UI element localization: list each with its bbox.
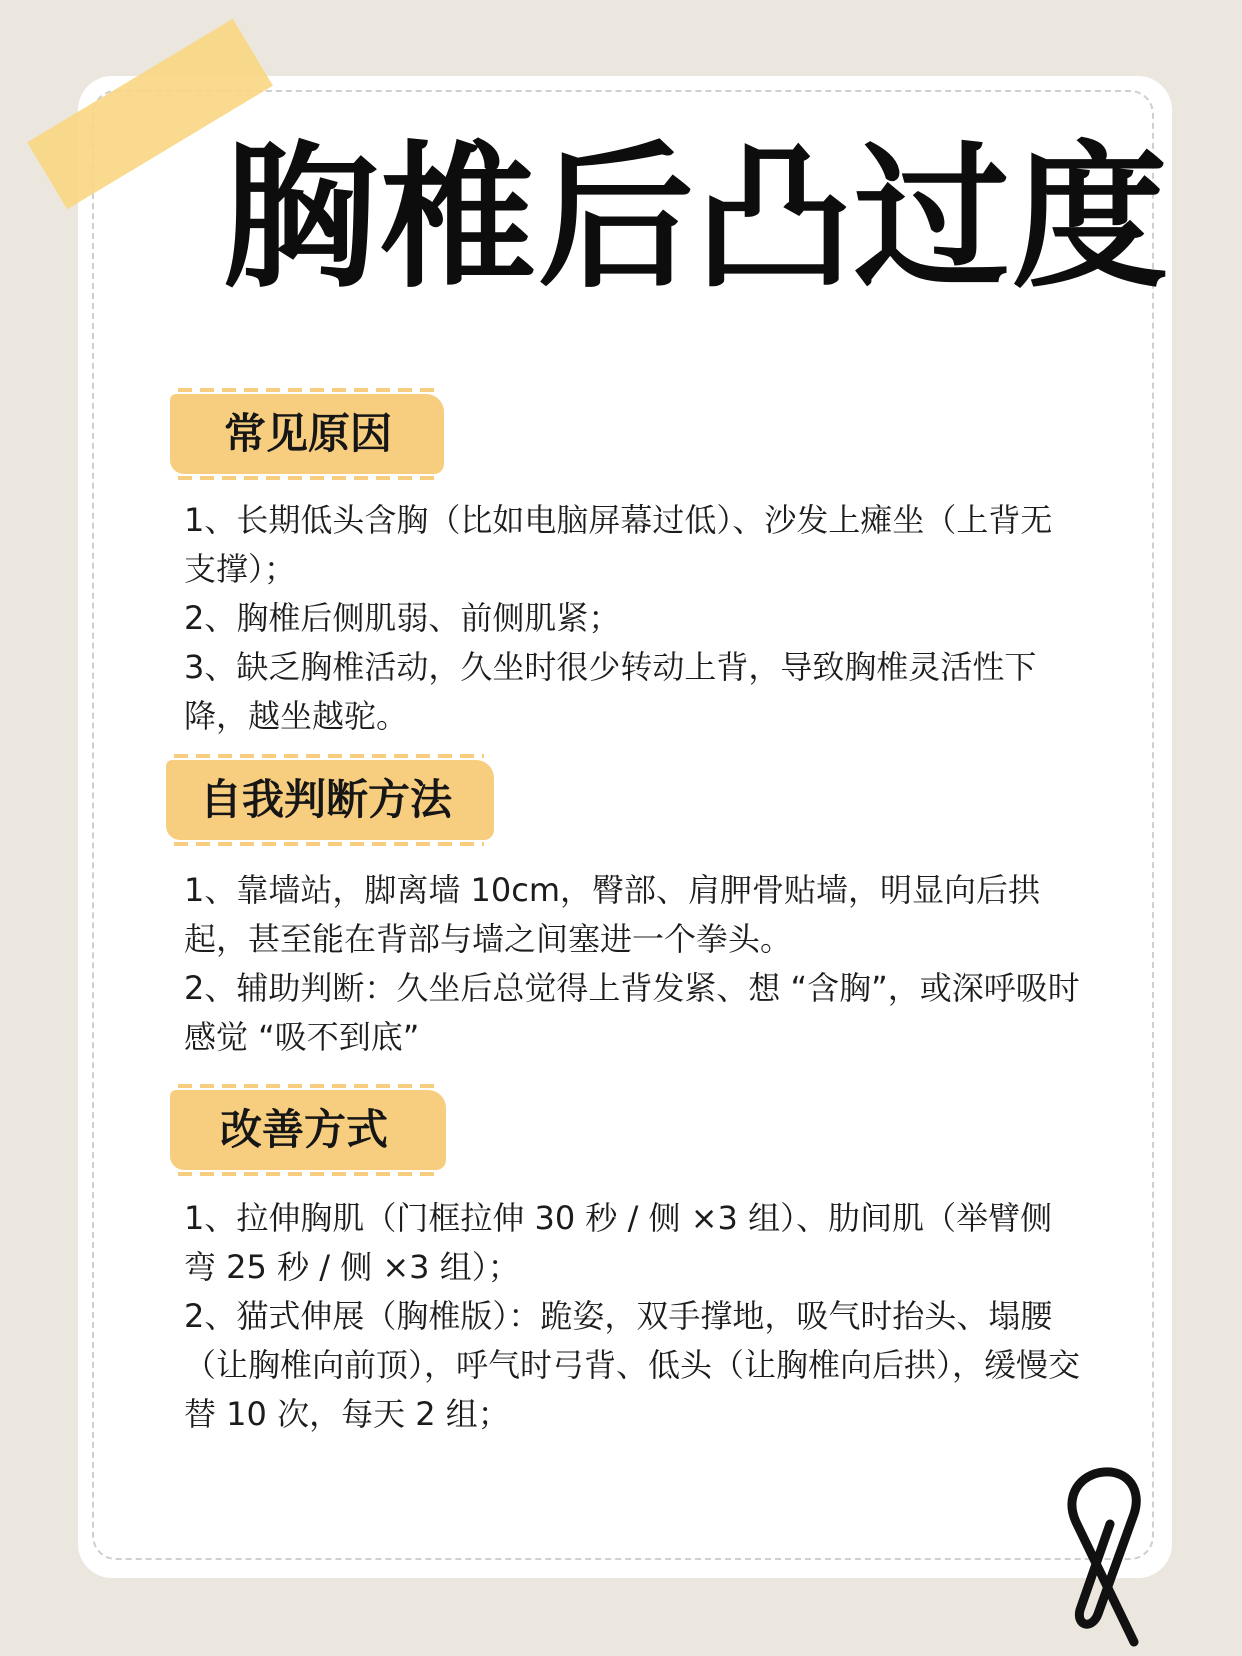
list-item: 2、辅助判断：久坐后总觉得上背发紧、想 “含胸”，或深呼吸时感觉 “吸不到底”: [184, 969, 1080, 1056]
list-item: 1、拉伸胸肌（门框拉伸 30 秒 / 侧 ×3 组）、肋间肌（举臂侧弯 25 秒 / 侧 ×3 组）；: [184, 1199, 1053, 1286]
section-heading-improvement: [170, 1090, 446, 1170]
section-heading-self-check: [166, 760, 494, 840]
section-title: 自我判断方法: [200, 775, 453, 824]
section-title: 常见原因: [224, 409, 393, 458]
list-item: 1、长期低头含胸（比如电脑屏幕过低）、沙发上瘫坐（上背无支撑）；: [184, 501, 1053, 588]
list-item: 3、缺乏胸椎活动，久坐时很少转动上背，导致胸椎灵活性下降，越坐越驼。: [184, 648, 1037, 735]
section-body-causes: [184, 496, 1084, 741]
list-item: 1、靠墙站，脚离墙 10cm，臀部、肩胛骨贴墙，明显向后拱起，甚至能在背部与墙之间塞进一个拳头。: [184, 871, 1041, 958]
section-body-self-check: [184, 866, 1084, 1062]
section-title: 改善方式: [220, 1105, 389, 1154]
list-item: 2、猫式伸展（胸椎版）：跪姿，双手撑地，吸气时抬头、塌腰（让胸椎向前顶），呼气时弓背、低头（让胸椎向后拱），缓慢交替 10 次，每天 2 组；: [184, 1297, 1081, 1433]
paperclip-icon: [1046, 1464, 1156, 1656]
list-item: 2、胸椎后侧肌弱、前侧肌紧；: [184, 599, 621, 637]
page-title: 胸椎后凸过度: [222, 127, 1170, 309]
section-body-improvement: [184, 1194, 1084, 1439]
section-heading-causes: [170, 394, 444, 474]
